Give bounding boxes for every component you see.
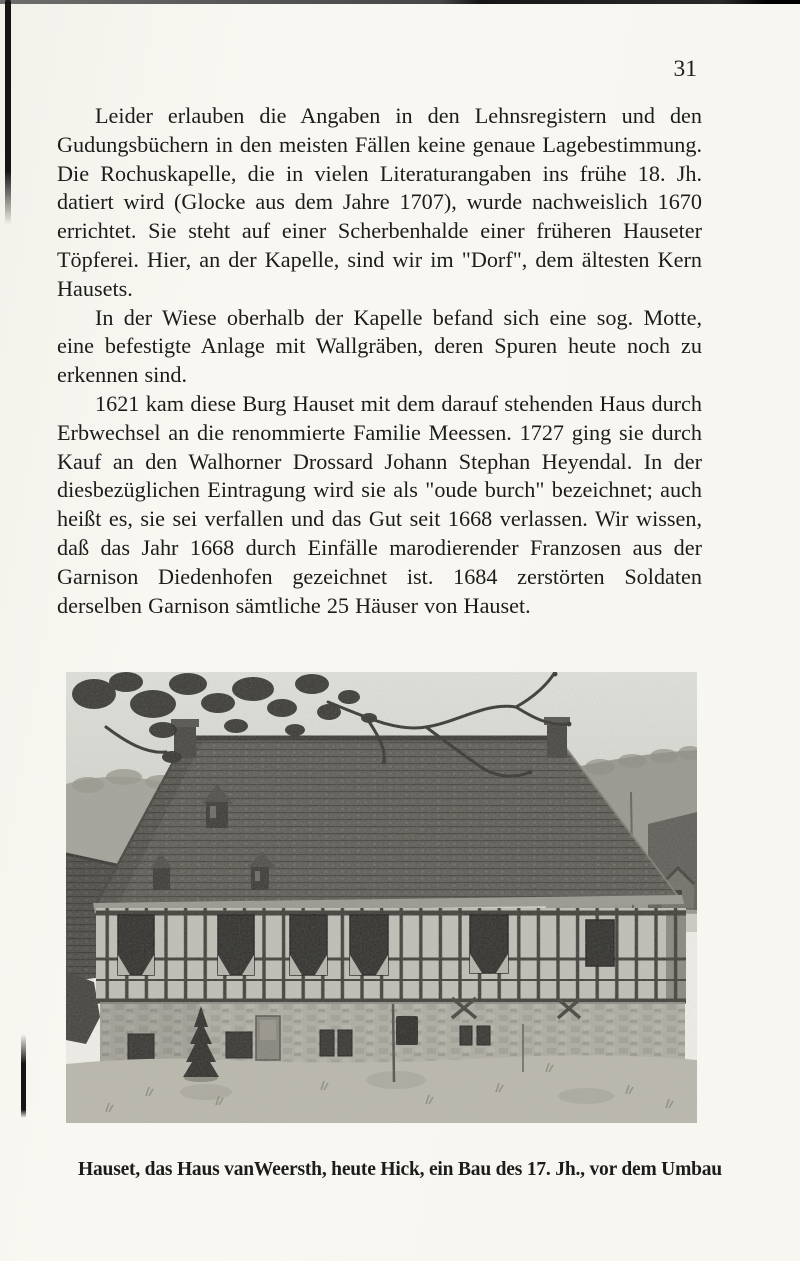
page-number: 31 (673, 56, 697, 82)
scan-top-edge-line (0, 0, 800, 4)
scan-binding-line-top (5, 0, 11, 225)
photo-caption: Hauset, das Haus vanWeersth, heute Hick, ein Bau des 17. Jh., vor dem Umbau (78, 1159, 722, 1180)
body-text (57, 102, 702, 620)
paragraph: 1621 kam diese Burg Hauset mit dem darauf stehenden Haus durch Erbwechsel an die renommierte Familie Meessen. 1727 ging sie durch Kauf an den Walhorner Drossard Johann Stephan Heyendal. In der diesbezüglichen Eintragung wird sie als "oude burch" bezeichnet; auch heißt es, sie sei verfallen und das Gut seit 1668 verlassen. Wir wissen, daß das Jahr 1668 durch Einfälle marodierender Franzosen aus der Garnison Diedenhofen gezeichnet ist. 1684 zerstörten Soldaten derselben Garnison sämtliche 25 Häuser von Hauset. (57, 390, 702, 618)
photo-film-grain (66, 672, 697, 1123)
photo-illustration (66, 672, 697, 1123)
paragraph: Leider erlauben die Angaben in den Lehnsregistern und den Gudungsbüchern in den meisten Fällen keine genaue Lagebestimmung. Die Rochuskapelle, die in vielen Literaturangaben ins frühe 18. Jh. datiert wird (Glocke aus dem Jahre 1707), wurde nachweislich 1670 errichtet. Sie steht auf einer Scherbenhalde einer früheren Hauseter Töpferei. Hier, an der Kapelle, sind wir im "Dorf", dem ältesten Kern Hausets. (57, 103, 702, 301)
paragraph: In der Wiese oberhalb der Kapelle befand sich eine sog. Motte, eine befestigte Anlage mit Wallgräben, deren Spuren heute noch zu erkennen sind. (57, 304, 702, 388)
photo-figure (66, 672, 697, 1123)
scan-binding-line-bottom (21, 1034, 26, 1118)
